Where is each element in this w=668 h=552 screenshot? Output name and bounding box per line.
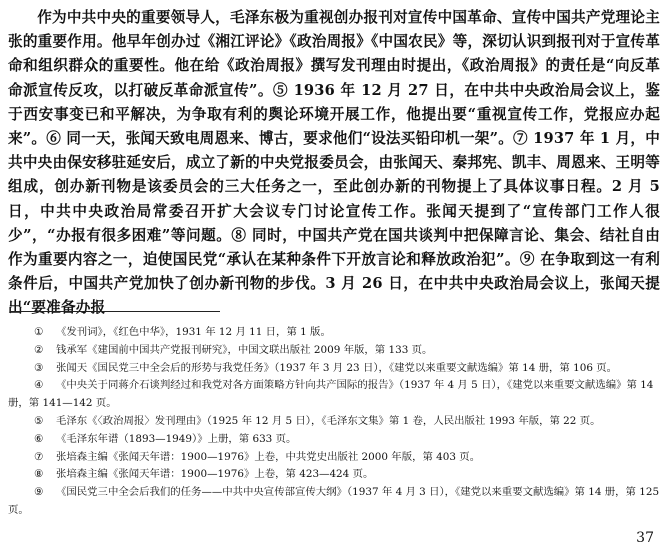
footnote-text: 张闻天《国民党三中全会后的形势与我党任务》（1937 年 3 月 23 日），《建党以来重要文献选编》第 14 册，第 106 页。: [56, 361, 618, 374]
footnotes: [8, 324, 660, 520]
footnote-7: [8, 449, 660, 467]
footnote-text: 《毛泽东年谱（1893—1949）》上册，第 633 页。: [56, 432, 297, 445]
body-text: [8, 6, 660, 321]
footnote-text: 《国民党三中全会后我们的任务——中共中央宣传部宣传大纲》（1937 年 4 月 3 日），《建党以来重要文献选编》第 14 册，第 125 页。: [8, 486, 660, 516]
footnote-number: ①: [34, 326, 44, 338]
footnote-6: [8, 431, 660, 449]
footnote-1: [8, 324, 660, 342]
footnote-text: 《中央关于同蒋介石谈判经过和我党对各方面策略方针向共产国际的报告》（1937 年 4 月 5 日），《建党以来重要文献选编》第 14 册，第 141—142 页。: [8, 379, 654, 410]
page-number: 37: [636, 530, 654, 546]
footnote-3: [8, 360, 660, 378]
footnote-number: ⑨: [34, 486, 44, 499]
footnote-2: [8, 342, 660, 360]
footnote-number: ⑧: [34, 468, 44, 481]
footnote-number: ②: [34, 343, 44, 356]
footnote-4: [8, 377, 660, 413]
footnote-number: ⑥: [34, 432, 44, 445]
footnote-number: ④: [34, 379, 44, 392]
footnote-5: [8, 413, 660, 431]
footnote-divider: [10, 311, 220, 312]
footnote-number: ⑦: [34, 450, 44, 463]
footnote-8: [8, 466, 660, 484]
main-paragraph: 作为中共中央的重要领导人，毛泽东极为重视创办报刊对宣传中国革命、宣传中国共产党理论主张的重要作用。他早年创办过《湘江评论》《政治周报》《中国农民》等，深切认识到报刊对于宣传革命和组织群众的重要性。他在给《政治周报》撰写发刊理由时提出，《政治周报》的责任是“向反革命派宣传反攻，以打破反革命派宣传”。⑤ 1936 年 12 月 27 日，在中共中央政治局会议上，鉴于西安事变已和平解决，为争取有利的舆论环境开展工作，他提出要“重视宣传工作，党报应办起来”。⑥ 同一天，张闻天致电周恩来、博古，要求他们“设法买铅印机一架”。⑦ 1937 年 1 月，中共中央由保安移驻延安后，成立了新的中央党报委员会，由张闻天、秦邦宪、凯丰、周恩来、王明等组成，创办新刊物是该委员会的三大任务之一，至此创办新的刊物提上了具体议事日程。2 月 5 日，中共中央政治局常委召开扩大会议专门讨论宣传工作。张闻天提到了“宣传部门工作人很少”，“办报有很多困难”等问题。⑧ 同时，中国共产党在国共谈判中把保障言论、集会、结社自由作为重要内容之一，迫使国民党“承认在某种条件下开放言论和释放政治犯”。⑨ 在争取到这一有利条件后，中国共产党加快了创办新刊物的步伐。3 月 26 日，在中共中央政治局会议上，张闻天提出“要准备办报: [8, 9, 660, 317]
footnote-9: [8, 484, 660, 520]
footnote-number: ⑤: [34, 414, 44, 427]
footnote-number: ③: [34, 361, 44, 374]
footnote-text: 钱承军《建国前中国共产党报刊研究》，中国文联出版社 2009 年版，第 133 页。: [56, 343, 433, 356]
footnote-text: 毛泽东《〈政治周报〉发刊理由》（1925 年 12 月 5 日），《毛泽东文集》第 1 卷，人民出版社 1993 年版，第 22 页。: [56, 414, 601, 427]
footnote-text: 《发刊词》，《红色中华》，1931 年 12 月 11 日，第 1 版。: [56, 326, 331, 338]
footnote-text: 张培森主编《张闻天年谱：1900—1976》上卷，第 423—424 页。: [56, 468, 374, 481]
footnote-text: 张培森主编《张闻天年谱：1900—1976》上卷，中共党史出版社 2000 年版，第 403 页。: [56, 450, 481, 463]
